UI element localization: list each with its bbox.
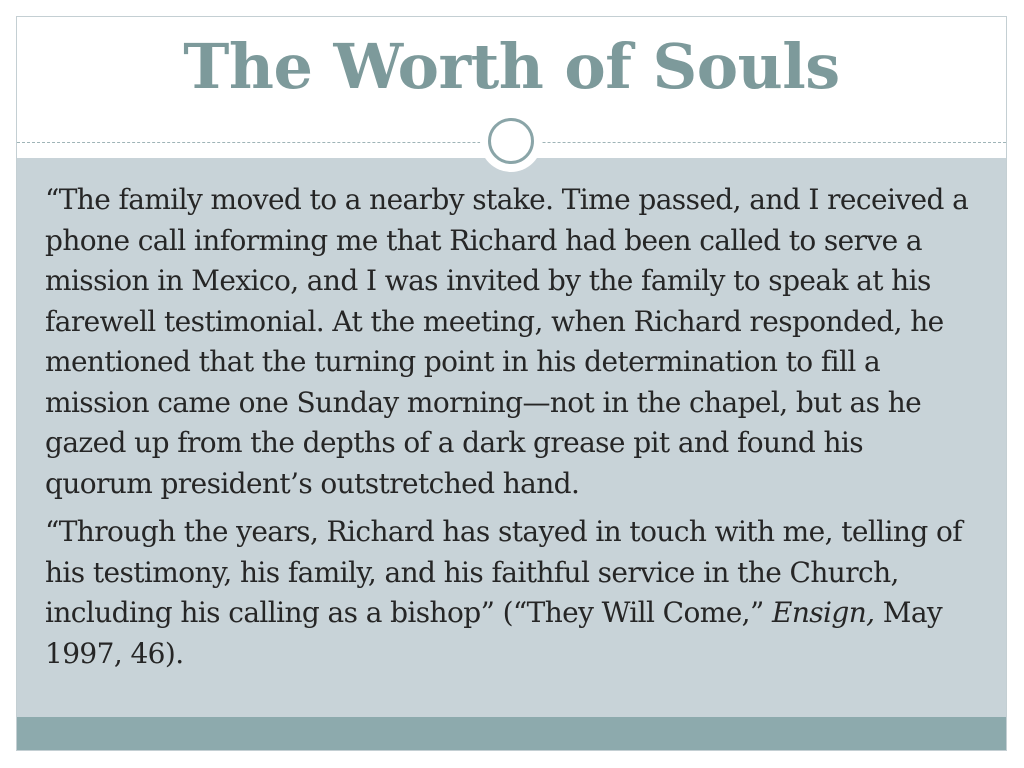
footer-band	[17, 717, 1006, 751]
circle-ring-icon	[488, 118, 534, 164]
slide	[16, 16, 1007, 751]
quote-paragraph-2-text: “Through the years, Richard has stayed in touch with me, telling of his testimony, his family, and his faithful service in the Church, including his calling as a bishop” (“They Will Come,”	[45, 515, 962, 629]
quote-body	[45, 180, 975, 682]
publication-title: Ensign,	[772, 596, 875, 629]
quote-paragraph-2	[45, 512, 975, 674]
quote-paragraph-1: “The family moved to a nearby stake. Time passed, and I received a phone call informing me that Richard had been called to serve a mission in Mexico, and I was invited by the family to speak at his farewell testimonial. At the meeting, when Richard responded, he mentioned that the turning point in his determination to fill a mission came one Sunday morning—not in the chapel, but as he gazed up from the depths of a dark grease pit and found his quorum president’s outstretched hand.	[45, 183, 969, 500]
citation-details: May 1997, 46).	[45, 596, 943, 670]
slide-title: The Worth of Souls	[183, 30, 840, 103]
